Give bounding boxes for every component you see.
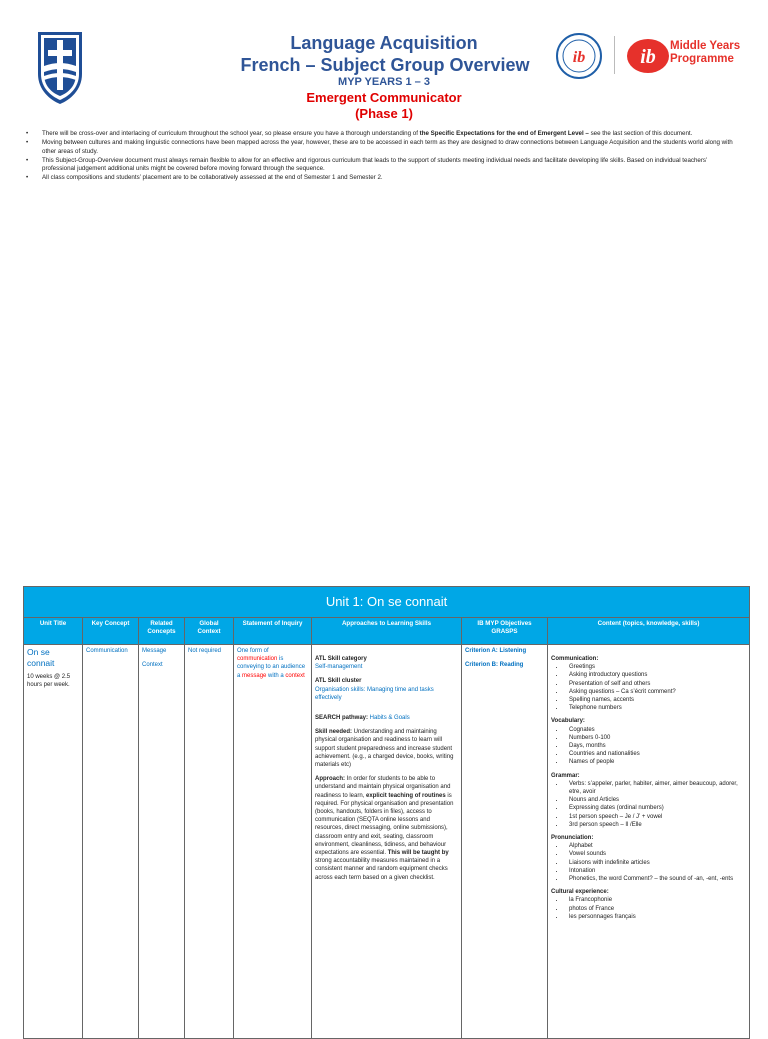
related-concept: Context: [142, 662, 163, 669]
list-item: • les personnages français: [565, 913, 746, 921]
content-cell: [548, 645, 750, 1039]
myp-years: MYP YEARS 1 – 3: [338, 76, 430, 88]
content-list: [551, 780, 746, 829]
list-item: • photos of France: [565, 905, 746, 913]
unit-title-bar: Unit 1: On se connait: [24, 587, 750, 618]
unit-duration: 10 weeks @ 2.5 hours per week.: [27, 674, 71, 689]
myp-programme-label: [670, 40, 766, 66]
skill-needed: Skill needed: Understanding and maintaining physical organisation and readiness to learn will support student preparedness and increase student achievement. (e.g., a charged device, books, writing materials etc): [315, 729, 454, 769]
list-item: • Numbers 0-100: [565, 734, 746, 742]
content-heading: Vocabulary:: [551, 718, 585, 725]
search-pathway: SEARCH pathway: Habits & Goals: [315, 715, 410, 722]
column-header: Key Concept: [83, 618, 139, 645]
atl-cluster-label: ATL Skill cluster: [315, 678, 362, 685]
school-crest-logo: [36, 30, 84, 106]
list-item: • Asking questions – Ca s’écrit comment?: [565, 688, 746, 696]
list-item: • Cognates: [565, 726, 746, 734]
level-title: Emergent Communicator: [306, 90, 462, 105]
list-item: • Intonation: [565, 867, 746, 875]
column-header: Global Context: [185, 618, 234, 645]
content-heading: Grammar:: [551, 772, 580, 779]
list-item: • Vowel sounds: [565, 850, 746, 858]
title-line-1: Language Acquisition: [290, 33, 478, 53]
list-item: • Alphabet: [565, 842, 746, 850]
column-header: Unit Title: [24, 618, 83, 645]
content-list: [551, 663, 746, 712]
ib-world-school-seal-icon: [556, 33, 602, 79]
list-item: • Nouns and Articles: [565, 796, 746, 804]
list-item: • Names of people: [565, 758, 746, 766]
note-item: • Moving between cultures and making linguistic connections have been mapped across the year, however, these are to be accessed in each term as they are designed to draw connections between Language Acquisition and the students world along with other areas of study.: [22, 139, 742, 156]
content-heading: Communication:: [551, 656, 599, 662]
ib-logo-icon: [626, 38, 670, 74]
content-list: [551, 896, 746, 921]
list-item: • Verbs: s’appeler, parler, habiter, aimer, aimer beaucoup, adorer, etre, avoir: [565, 780, 746, 796]
list-item: • la Francophonie: [565, 896, 746, 904]
list-item: • Greetings: [565, 663, 746, 671]
column-header: Content (topics, knowledge, skills): [548, 618, 750, 645]
note-item: • All class compositions and students’ placement are to be collaboratively assessed at the end of Semester 1 and Semester 2.: [22, 174, 742, 182]
guidance-notes: [22, 130, 742, 184]
objectives-cell: [462, 645, 548, 1039]
list-item: • Phonetics, the word Comment? – the sound of -an, -ent, -ents: [565, 875, 746, 883]
objective-criterion: Criterion A: Listening: [465, 648, 527, 654]
related-concept: Message: [142, 648, 167, 654]
approach: Approach: In order for students to be able to understand and maintain physical organisation and readiness to learn, explicit teaching of routines is required. For physical organisation and presentation (books, handouts, folders in files), access to communication (SEQTA online lessons and resources, direct messaging, online submissions), classroom entry and exit, seating, classroom environment, cleanliness, tidiness, and behaviour expectations are essential. This will be taught by strong accountability measures maintained in a consistent manner and random equipment checks across each term based on a given checklist.: [315, 776, 454, 881]
content-list: [551, 842, 746, 883]
note-item: • This Subject-Group-Overview document must always remain flexible to allow for an effective and rigorous curriculum that leads to the support of students meeting individual needs and facilitate developing life skills. Based on individual teachers’ professional judgement additional units might be covered before moving forward through the sequence.: [22, 157, 742, 174]
global-context-cell: Not required: [185, 645, 234, 1039]
list-item: • Asking introductory questions: [565, 671, 746, 679]
list-item: • Countries and nationalities: [565, 750, 746, 758]
statement-of-inquiry-cell: One form of communication is conveying to an audience a message with a context: [234, 645, 312, 1039]
list-item: • Liaisons with indefinite articles: [565, 859, 746, 867]
atl-category-value: Self-management: [315, 664, 363, 671]
key-concept-cell: Communication: [83, 645, 139, 1039]
note-item: • There will be cross-over and interlacing of curriculum throughout the school year, so please ensure you have a thorough understanding of the Specific Expectations for the end of Emergent Level – see the last section of this document.: [22, 130, 742, 138]
content-heading: Cultural experience:: [551, 889, 609, 896]
unit-name: On se connait: [27, 647, 55, 668]
list-item: • Days, months: [565, 742, 746, 750]
atl-cluster-value: Organisation skills: Managing time and tasks effectively: [315, 686, 434, 701]
column-header: Approaches to Learning Skills: [312, 618, 462, 645]
logo-divider: [614, 36, 615, 74]
column-header: Related Concepts: [139, 618, 185, 645]
unit-title-cell: [24, 645, 83, 1039]
related-concepts-cell: [139, 645, 185, 1039]
ib-logo-text: ib: [640, 46, 656, 68]
list-item: • 3rd person speech – Il /Elle: [565, 821, 746, 829]
unit-overview-table: [23, 586, 750, 1039]
myp-label-line-2: Programme: [670, 53, 734, 65]
list-item: • 1st person speech – Je / J’ + vowel: [565, 813, 746, 821]
svg-text:ib: ib: [572, 49, 586, 66]
phase-title: (Phase 1): [355, 106, 413, 121]
title-line-2: French – Subject Group Overview: [240, 55, 530, 75]
content-heading: Pronunciation:: [551, 835, 594, 842]
list-item: • Presentation of self and others: [565, 680, 746, 688]
list-item: • Spelling names, accents: [565, 696, 746, 704]
atl-category-label: ATL Skill category: [315, 656, 367, 662]
objective-criterion: Criterion B: Reading: [465, 662, 524, 669]
content-list: [551, 726, 746, 767]
column-header: IB MYP Objectives GRASPS: [462, 618, 548, 645]
myp-label-line-1: Middle Years: [670, 40, 741, 52]
atl-skills-cell: [312, 645, 462, 1039]
list-item: • Expressing dates (ordinal numbers): [565, 804, 746, 812]
column-header: Statement of Inquiry: [234, 618, 312, 645]
list-item: • Telephone numbers: [565, 704, 746, 712]
